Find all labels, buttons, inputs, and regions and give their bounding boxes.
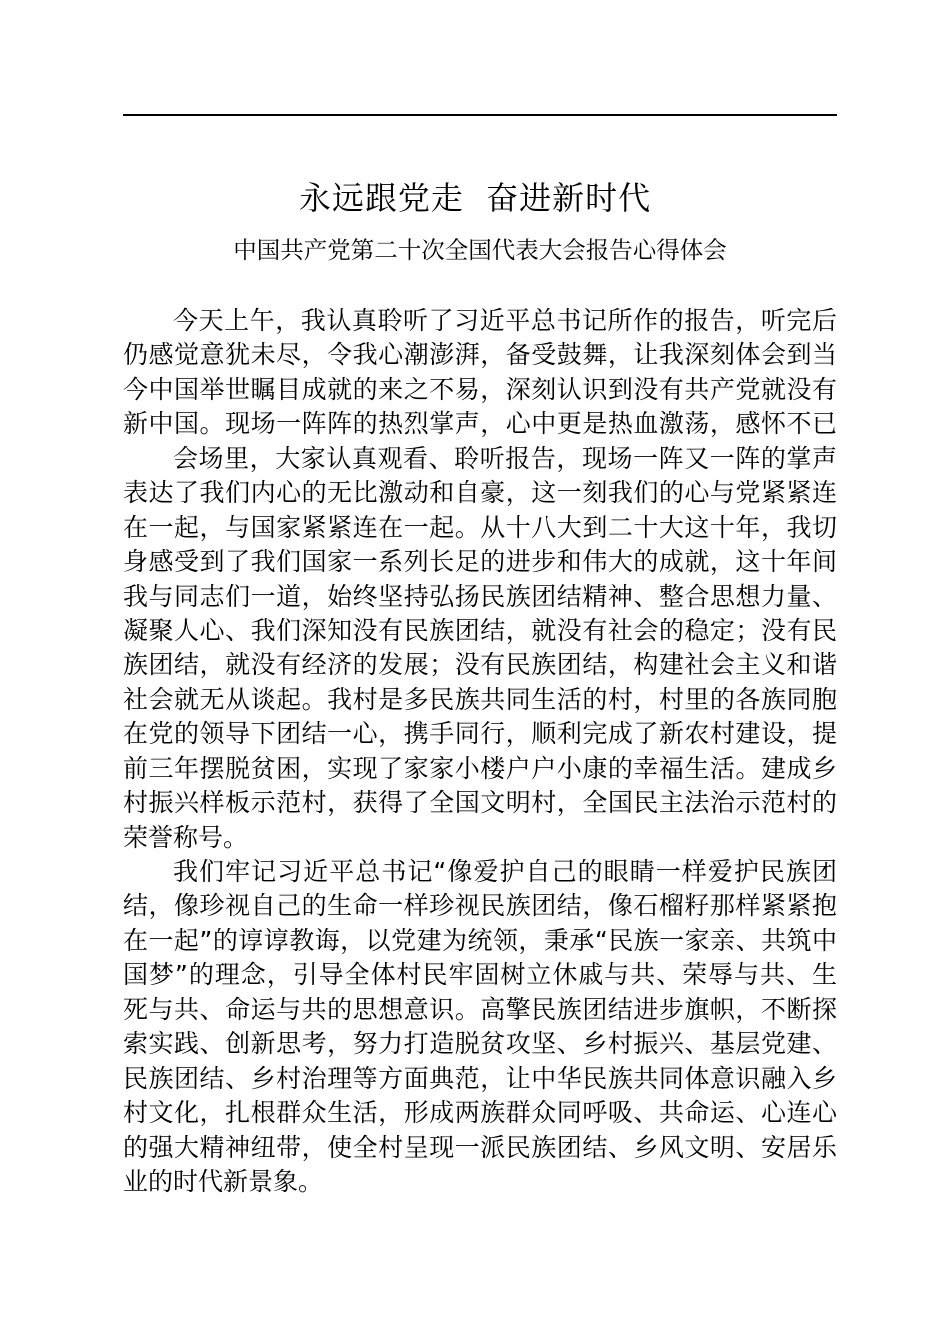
document-title: 永远跟党走 奋进新时代 — [298, 179, 652, 217]
paragraph-line: 今天上午，我认真聆听了习近平总书记所作的报告，听完后 — [173, 306, 837, 335]
paragraph-line: 村振兴样板示范村，获得了全国文明村，全国民主法治示范村的 — [123, 788, 837, 818]
paragraph-line: 国梦”的理念，引导全体村民牢固树立休戚与共、荣辱与共、生 — [123, 960, 837, 990]
paragraph-line: 在党的领导下团结一心，携手同行，顺利完成了新农村建设，提 — [123, 719, 837, 749]
paragraph-line: 业的时代新景象。 — [123, 1166, 324, 1196]
paragraph-line: 前三年摆脱贫困，实现了家家小楼户户小康的幸福生活。建成乡 — [123, 753, 837, 783]
paragraph-line: 民族团结、乡村治理等方面典范，让中华民族共同体意识融入乡 — [123, 1063, 837, 1093]
paragraph-line: 新中国。现场一阵阵的热烈掌声，心中更是热血激荡，感怀不已 — [123, 409, 837, 439]
paragraph-line: 荣誉称号。 — [123, 822, 249, 852]
paragraph-line: 在一起”的谆谆教诲，以党建为统领，秉承“民族一家亲、共筑中 — [123, 925, 837, 955]
paragraph-line: 在一起，与国家紧紧连在一起。从十八大到二十大这十年，我切 — [123, 512, 837, 542]
paragraph-3 — [123, 855, 837, 1199]
paragraph-line: 凝聚人心、我们深知没有民族团结，就没有社会的稳定；没有民 — [123, 615, 837, 645]
paragraph-line: 索实践、创新思考，努力打造脱贫攻坚、乡村振兴、基层党建、 — [123, 1029, 837, 1059]
paragraph-line: 族团结，就没有经济的发展；没有民族团结，构建社会主义和谐 — [123, 650, 837, 680]
document-subtitle: 中国共产党第二十次全国代表大会报告心得体会 — [233, 236, 727, 264]
paragraph-line: 社会就无从谈起。我村是多民族共同生活的村，村里的各族同胞 — [123, 684, 837, 714]
paragraph-line: 身感受到了我们国家一系列长足的进步和伟大的成就，这十年间 — [123, 547, 837, 577]
paragraph-line: 我与同志们一道，始终坚持弘扬民族团结精神、整合思想力量、 — [123, 581, 837, 611]
paragraph-line: 死与共、命运与共的思想意识。高擎民族团结进步旗帜，不断探 — [123, 994, 837, 1024]
paragraph-1 — [123, 304, 837, 442]
paragraph-line: 会场里，大家认真观看、聆听报告，现场一阵又一阵的掌声 — [173, 443, 837, 473]
paragraph-line: 今中国举世瞩目成就的来之不易，深刻认识到没有共产党就没有 — [123, 374, 837, 404]
header-rule — [123, 114, 837, 116]
paragraph-line: 结，像珍视自己的生命一样珍视民族团结，像石榴籽那样紧紧抱 — [123, 891, 837, 921]
document-body — [123, 304, 837, 1199]
paragraph-2 — [123, 442, 837, 855]
paragraph-line: 的强大精神纽带，使全村呈现一派民族团结、乡风文明、安居乐 — [123, 1132, 837, 1162]
paragraph-line: 我们牢记习近平总书记“像爱护自己的眼睛一样爱护民族团 — [173, 857, 837, 886]
paragraph-line: 仍感觉意犹未尽，令我心潮澎湃，备受鼓舞，让我深刻体会到当 — [123, 340, 837, 370]
paragraph-line: 村文化，扎根群众生活，形成两族群众同呼吸、共命运、心连心 — [123, 1098, 837, 1128]
paragraph-line: 表达了我们内心的无比激动和自豪，这一刻我们的心与党紧紧连 — [123, 478, 837, 508]
